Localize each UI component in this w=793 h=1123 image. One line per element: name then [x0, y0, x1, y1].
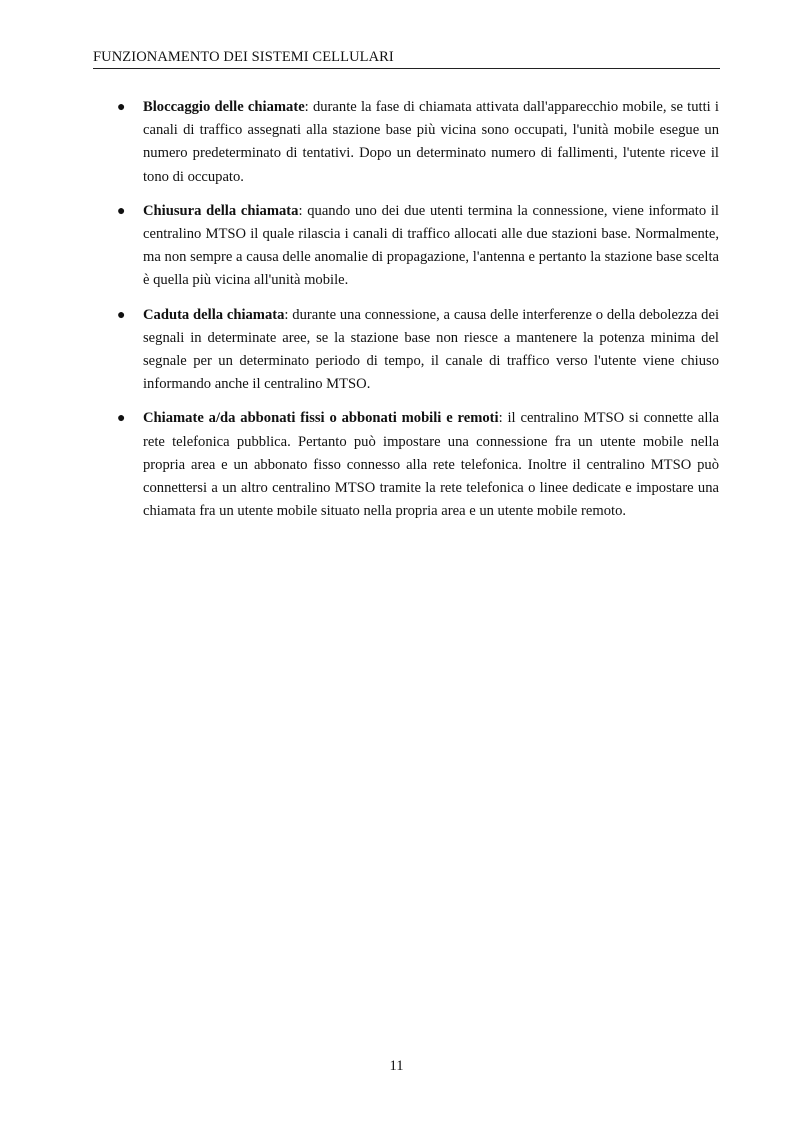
bullet-icon: ● [117, 100, 126, 115]
bullet-item-bloccaggio [112, 96, 719, 189]
bullet-item-caduta [112, 304, 719, 397]
bullet-term: Chiamate a/da abbonati fissi o abbonati mobili e remoti [143, 410, 499, 427]
bullet-text: : il centralino MTSO si connette alla rete telefonica pubblica. Pertanto può impostare una connessione fra un utente mobile nella propria area e un abbonato fisso connesso alla rete telefonica. Inoltre il centralino MTSO può connettersi a un altro centralino MTSO tramite la rete telefonica o linee dedicate e impostare una chiamata fra un utente mobile situato nella propria area e un utente mobile remoto. [143, 410, 719, 520]
bullet-text: : quando uno dei due utenti termina la connessione, viene informato il centralino MTSO il quale rilascia i canali di traffico allocati alle due stazioni base. Normalmente, ma non sempre a causa delle anomalie di propagazione, l'antenna e pertanto la stazione base scelta è quella più vicina all'unità mobile. [143, 202, 719, 289]
bullet-icon: ● [117, 307, 126, 323]
page-body [112, 96, 719, 534]
bullet-term: Chiusura della chiamata [143, 202, 299, 219]
bullet-text: : durante una connessione, a causa delle interferenze o della debolezza dei segnali in determinate aree, se la stazione base non riesce a mantenere la potenza minima del segnale per un determinato periodo di tempo, il canale di traffico verso l'utente viene chiuso informando anche il centralino MTSO. [143, 306, 720, 393]
bullet-list [112, 96, 719, 523]
bullet-item-chiamate-abbonati [112, 407, 719, 523]
bullet-icon: ● [117, 411, 126, 427]
bullet-term: Bloccaggio delle chiamate [143, 99, 305, 115]
page-number: 11 [389, 1058, 404, 1074]
bullet-icon: ● [117, 203, 126, 219]
header-title: FUNZIONAMENTO DEI SISTEMI CELLULARI [93, 49, 394, 65]
bullet-text: : durante la fase di chiamata attivata dall'apparecchio mobile, se tutti i canali di traffico assegnati alla stazione base più vicina sono occupati, l'unità mobile esegue un numero predeterminato di tentativi. Dopo un determinato numero di fallimenti, l'utente riceve il tono di occupato. [143, 99, 719, 185]
running-header [93, 48, 720, 69]
bullet-item-chiusura [112, 200, 719, 293]
bullet-term: Caduta della chiamata [143, 306, 285, 323]
